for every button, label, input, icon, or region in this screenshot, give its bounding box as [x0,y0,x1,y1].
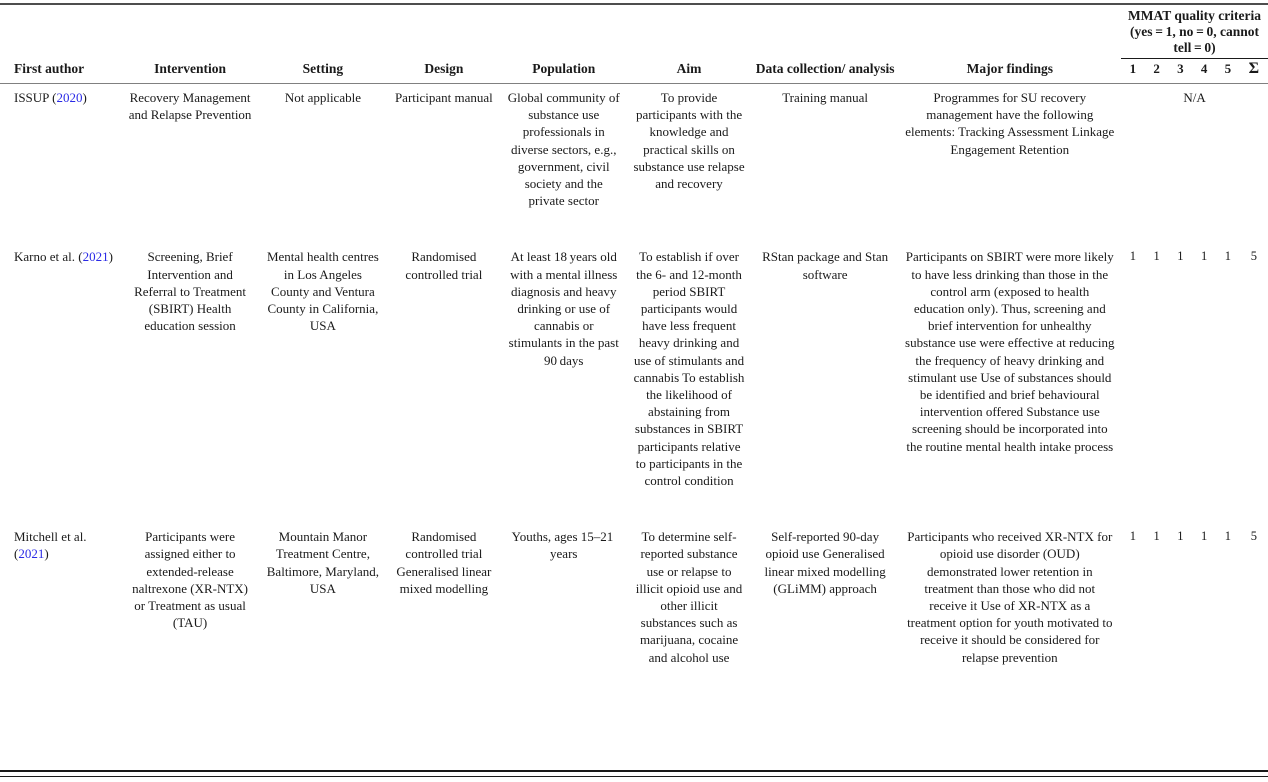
reference-year-link[interactable]: 2020 [56,90,83,105]
cell-population: Youths, ages 15–21 years [511,529,616,562]
cell-mmat-1: 1 [1129,249,1137,264]
cell-mmat-3: 1 [1177,249,1184,264]
cell-mmat-1: 1 [1129,529,1137,544]
author-paren-close: ) [44,546,49,562]
cell-aim: To determine self-reported substance use or relapse to illicit opioid use and other illicit substances such as marijuana, cocaine and alcohol use [635,529,743,665]
table-row [0,84,1268,244]
col-header-aim: Aim [626,59,751,84]
cell-mmat-4: 1 [1201,529,1208,544]
cell-intervention: Screening, Brief Intervention and Referral to Treatment (SBIRT) Health education session [134,249,247,334]
col-header-mmat-1: 1 [1121,59,1145,84]
table-top-rule [0,3,1268,5]
cell-major-findings: Programmes for SU recovery management have the following elements: Tracking Assessment Linkage Engagement Retention [905,90,1115,157]
cell-intervention: Recovery Management and Relapse Prevention [128,90,252,123]
cell-major-findings: Participants who received XR-NTX for opioid use disorder (OUD) demonstrated lower retention in treatment than those who did not receive it Use of XR-NTX as a treatment option for youth motivated to receive it should be considered for relapse prevention [907,529,1113,665]
cell-mmat-2: 1 [1153,249,1160,264]
cell-mmat-sum: 5 [1250,249,1258,264]
col-header-setting: Setting [259,59,386,84]
cell-first-author [0,243,121,523]
col-header-mmat-5: 5 [1216,59,1240,84]
col-header-mmat-sum: Σ [1240,59,1268,84]
cell-data-collection: RStan package and Stan software [762,249,889,282]
table-row [0,523,1268,672]
cell-mmat-5: 1 [1224,529,1232,544]
cell-intervention: Participants were assigned either to extended-release naltrexone (XR-NTX) or Treatment as usual (TAU) [132,529,249,631]
col-header-data-collection: Data collection/ analysis [752,59,899,84]
cell-mmat-5: 1 [1224,249,1232,264]
cell-mmat-3: 1 [1177,529,1184,544]
cell-aim: To establish if over the 6- and 12-month period SBIRT participants would have less frequent heavy drinking and use of stimulants and cannabis To establish the likelihood of abstaining from substances in SBIRT participants relative to participants in the control condition [633,249,745,489]
cell-mmat-sum: 5 [1250,529,1258,544]
column-header-row [0,59,1268,84]
mmat-group-header: MMAT quality criteria (yes = 1, no = 0, cannot tell = 0) [1128,8,1261,55]
group-header-row [0,0,1268,58]
col-header-mmat-4: 4 [1192,59,1216,84]
cell-first-author [0,523,121,672]
cell-mmat-4: 1 [1201,249,1208,264]
author-name: ISSUP ( [14,90,57,105]
author-name: Karno et al. ( [14,249,83,265]
col-header-intervention: Intervention [121,59,259,84]
cell-first-author [0,84,121,244]
reference-year-link[interactable]: 2021 [82,249,109,265]
cell-data-collection: Training manual [782,90,869,105]
table-body [0,84,1268,672]
col-header-population: Population [501,59,626,84]
author-paren-close: ) [82,90,87,105]
cell-setting: Mountain Manor Treatment Centre, Baltimore, Maryland, USA [266,529,380,596]
author-name: Mitchell et al. ( [14,529,87,562]
cell-design: Participant manual [394,90,493,105]
cell-mmat-not-applicable: N/A [1183,90,1206,105]
col-header-mmat-2: 2 [1145,59,1169,84]
group-header-spacer [0,0,1121,58]
table-row [0,243,1268,523]
col-header-major-findings: Major findings [899,59,1121,84]
cell-design: Randomised controlled trial Generalised linear mixed modelling [396,529,492,596]
cell-setting: Mental health centres in Los Angeles County and Ventura County in California, USA [266,249,379,334]
table-bottom-rule [0,770,1268,772]
cell-major-findings: Participants on SBIRT were more likely to have less drinking than those in the control arm (exposed to health education only). Thus, screening and brief intervention for unhealthy substance use were effective at reducing the frequency of heavy drinking and stimulant use Use of substances should be identified and brief behavioural intervention offered Substance use screening should be incorporated into the routine mental health intake process [905,249,1115,454]
cell-design: Randomised controlled trial [405,249,483,282]
table-header [0,0,1268,84]
cell-population: Global community of substance use professionals in diverse sectors, e.g., government, civil society and the private sector [507,90,620,209]
cell-aim: To provide participants with the knowledge and practical skills on substance use relapse and recovery [633,90,745,192]
author-paren-close: ) [108,249,113,265]
cell-data-collection: Self-reported 90-day opioid use Generalised linear mixed modelling (GLiMM) approach [764,529,886,596]
col-header-mmat-3: 3 [1169,59,1193,84]
col-header-design: Design [387,59,501,84]
cell-setting: Not applicable [284,90,361,105]
cell-mmat-2: 1 [1153,529,1160,544]
table-bottom-rule-secondary [0,776,1268,777]
reference-year-link[interactable]: 2021 [18,546,45,562]
col-header-first-author: First author [0,59,121,84]
cell-population: At least 18 years old with a mental illness diagnosis and heavy drinking or use of cannabis or stimulants in the past 90 days [508,249,619,368]
